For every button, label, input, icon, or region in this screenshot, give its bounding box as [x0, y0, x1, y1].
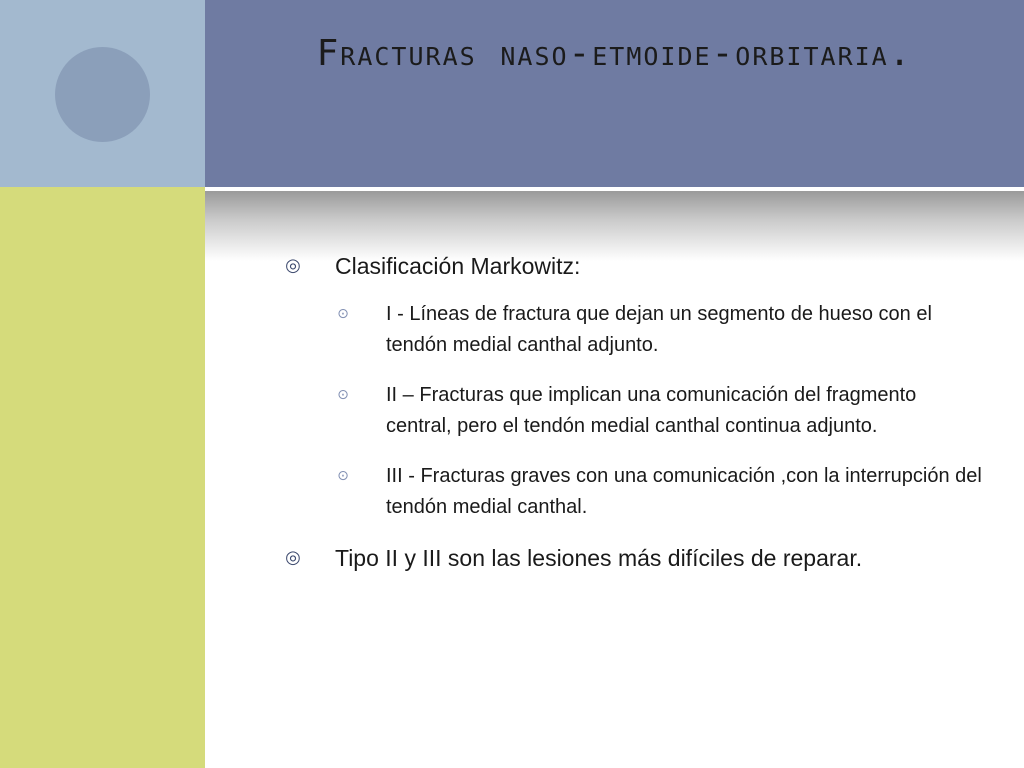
left-bottom-panel — [0, 187, 205, 768]
circle-dot-bullet-icon: ⊙ — [337, 305, 349, 321]
slide-title: Fracturas naso-etmoide-orbitaria. — [316, 33, 913, 74]
decorative-circle — [55, 47, 150, 142]
list-item-text: II – Fracturas que implican una comunicación del fragmento central, pero el tendón medial canthal continua adjunto. — [386, 384, 917, 437]
circle-dot-bullet-icon: ⊙ — [337, 386, 349, 402]
circle-dot-bullet-icon: ⊙ — [337, 467, 349, 483]
list-item — [335, 461, 983, 523]
list-item-text: Tipo II y III son las lesiones más difíciles de reparar. — [335, 545, 863, 571]
list-item — [335, 299, 983, 361]
list-item-text: Clasificación Markowitz: — [335, 253, 581, 279]
target-bullet-icon: ◎ — [285, 547, 301, 567]
list-item — [335, 380, 983, 442]
list-item — [283, 247, 983, 285]
target-bullet-icon: ◎ — [285, 255, 301, 275]
list-item-text: III - Fracturas graves con una comunicación ,con la interrupción del tendón medial canthal. — [386, 465, 982, 518]
list-item — [283, 539, 983, 577]
content-area — [283, 247, 983, 577]
list-item-text: I - Líneas de fractura que dejan un segmento de hueso con el tendón medial canthal adjunto. — [386, 303, 932, 356]
title-band — [205, 0, 1024, 187]
